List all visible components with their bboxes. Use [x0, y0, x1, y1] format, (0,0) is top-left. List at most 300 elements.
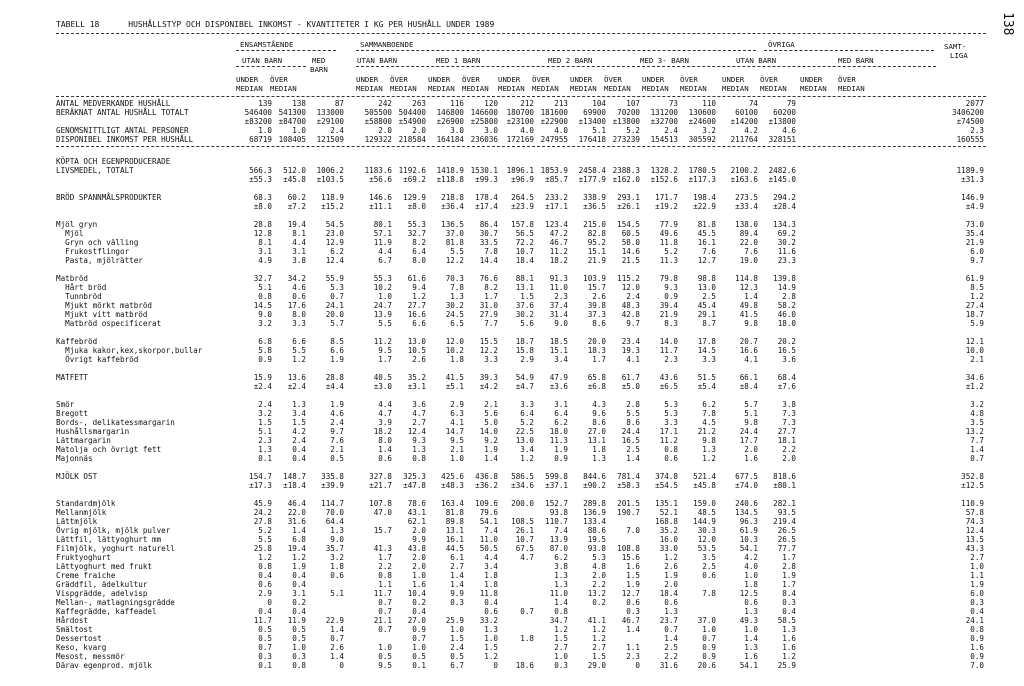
cell-value: 1896.1	[506, 166, 534, 175]
cell-value: 1006.2	[316, 166, 344, 175]
cell-value: 1.2	[554, 625, 568, 634]
cell-value: 30.2	[777, 238, 796, 247]
cell-value: 0.3	[450, 598, 464, 607]
cell-value: 138.0	[735, 220, 758, 229]
cell-value: 16.6	[739, 346, 758, 355]
cell-value: 1.8	[484, 580, 498, 589]
row-label: Gryn och välling	[56, 238, 139, 247]
col-header-top: ÖVER	[532, 75, 550, 84]
cell-value: 2.0	[412, 526, 426, 535]
cell-value: 2.0	[592, 571, 606, 580]
cell-value: 264.5	[511, 193, 534, 202]
cell-value: 136.5	[441, 220, 464, 229]
cell-value: 1.4	[626, 454, 640, 463]
cell-value: 0.5	[412, 652, 426, 661]
cell-value: ±13400	[578, 117, 606, 126]
cell-value: 30.3	[697, 526, 716, 535]
cell-value: ±7.2	[287, 202, 306, 211]
cell-value: 31.4	[549, 310, 568, 319]
cell-value: 8.2	[484, 283, 498, 292]
cell-value: ±3.0	[373, 382, 392, 391]
row-label: Mjöl gryn	[56, 220, 98, 229]
cell-value: 1.0	[554, 652, 568, 661]
cell-value: 4.7	[378, 409, 392, 418]
col-header-bottom: MEDIAN	[642, 84, 669, 93]
cell-value: 56.5	[515, 229, 534, 238]
cell-value: 18.3	[587, 346, 606, 355]
cell-value: 294.2	[773, 193, 796, 202]
col-header-top: ÖVER	[680, 75, 698, 84]
cell-value: ±17.4	[475, 202, 498, 211]
cell-value: 79.6	[479, 508, 498, 517]
cell-value: 31.6	[287, 517, 306, 526]
cell-value: 18.7	[965, 310, 984, 319]
cell-value: 41.5	[739, 310, 758, 319]
cell-value: ±162.0	[612, 175, 640, 184]
cell-value: 14.7	[445, 427, 464, 436]
cell-value: 7.7	[970, 436, 984, 445]
cell-value: 60200	[773, 108, 796, 117]
cell-value: 13.0	[697, 283, 716, 292]
cell-value: 9.7	[330, 427, 344, 436]
cell-value: 436.8	[475, 472, 498, 481]
cell-value: 16.0	[659, 535, 678, 544]
row-label: Övrigt kaffebröd	[56, 355, 139, 364]
cell-value: ±69.2	[403, 175, 426, 184]
col-header-bottom: MEDIAN	[680, 84, 707, 93]
cell-value: 0.7	[378, 625, 392, 634]
cell-value: 171.7	[655, 193, 678, 202]
cell-value: 10.0	[965, 346, 984, 355]
cell-value: 25.8	[253, 544, 272, 553]
cell-value: 2.3	[626, 652, 640, 661]
col-header-top: UNDER	[800, 75, 823, 84]
cell-value: 2.3	[258, 436, 272, 445]
cell-value: ±18.4	[283, 481, 306, 490]
cell-value: 15.8	[515, 346, 534, 355]
cell-value: ±7.6	[777, 382, 796, 391]
cell-value: ±22900	[540, 117, 568, 126]
cell-value: 81.8	[445, 238, 464, 247]
cell-value: 4.7	[520, 553, 534, 562]
cell-value: ±47.8	[403, 481, 426, 490]
rule-sub-1	[236, 66, 306, 67]
cell-value: 138	[292, 99, 306, 108]
cell-value: 54.9	[515, 373, 534, 382]
cell-value: 7.3	[782, 418, 796, 427]
cell-value: 1.9	[664, 571, 678, 580]
cell-value: 4.4	[378, 247, 392, 256]
cell-value: 2.0	[412, 553, 426, 562]
cell-value: 1.2	[292, 355, 306, 364]
cell-value: 0.1	[258, 661, 272, 670]
row-label: Hushållsmargarin	[56, 427, 130, 436]
cell-value: 2.8	[782, 562, 796, 571]
col-header-top: UNDER	[428, 75, 451, 84]
cell-value: 136.9	[583, 508, 606, 517]
cell-value: 5.3	[664, 400, 678, 409]
cell-value: 86.4	[479, 220, 498, 229]
cell-value: 5.9	[970, 319, 984, 328]
cell-value: 2.6	[664, 562, 678, 571]
cell-value: 22.5	[515, 427, 534, 436]
cell-value: 3.1	[292, 247, 306, 256]
group-samtliga-1: SAMT-	[944, 42, 967, 51]
cell-value: 61.7	[621, 373, 640, 382]
cell-value: 2.8	[782, 292, 796, 301]
cell-value: 677.5	[735, 472, 758, 481]
cell-value: 2.7	[554, 643, 568, 652]
cell-value: 1.6	[970, 643, 984, 652]
cell-value: ±36.4	[441, 202, 464, 211]
cell-value: 18.1	[777, 436, 796, 445]
cell-value: 4.0	[744, 562, 758, 571]
cell-value: 10.7	[515, 535, 534, 544]
cell-value: 95.2	[587, 238, 606, 247]
cell-value: 9.7	[970, 256, 984, 265]
col-header-bottom: MEDIAN	[532, 84, 559, 93]
col-header-top: ÖVER	[760, 75, 778, 84]
cell-value: 19.5	[587, 535, 606, 544]
cell-value: ±8.0	[253, 202, 272, 211]
col-header-top: ÖVER	[270, 75, 288, 84]
cell-value: 3.8	[554, 562, 568, 571]
cell-value: 93.8	[587, 544, 606, 553]
col-header-top: ÖVER	[604, 75, 622, 84]
cell-value: ±26900	[436, 117, 464, 126]
cell-value: 12.0	[697, 535, 716, 544]
cell-value: 338.9	[583, 193, 606, 202]
cell-value: 212	[520, 99, 534, 108]
cell-value: 781.4	[617, 472, 640, 481]
cell-value: 2100.2	[730, 166, 758, 175]
row-label: Fruktyoghurt	[56, 553, 111, 562]
rule-top-block	[56, 146, 986, 147]
cell-value: ±29100	[316, 117, 344, 126]
cell-value: 11.2	[373, 337, 392, 346]
cell-value: 1.7	[484, 292, 498, 301]
cell-value: 1.2	[664, 553, 678, 562]
cell-value: 22.0	[287, 508, 306, 517]
row-label: Mellanmjölk	[56, 508, 107, 517]
cell-value: 107.8	[369, 499, 392, 508]
cell-value: 0.5	[292, 634, 306, 643]
cell-value: 24.1	[965, 616, 984, 625]
rule-group-2	[356, 50, 756, 51]
cell-value: 61.6	[407, 274, 426, 283]
cell-value: 107	[626, 99, 640, 108]
cell-value: 6.6	[330, 346, 344, 355]
cell-value: 13.0	[407, 337, 426, 346]
cell-value: 25.9	[777, 661, 796, 670]
cell-value: 1.2	[970, 292, 984, 301]
cell-value: 263	[412, 99, 426, 108]
cell-value: 15.5	[479, 337, 498, 346]
cell-value: ±23.9	[511, 202, 534, 211]
cell-value: 7.4	[484, 526, 498, 535]
cell-value: 1.8	[744, 580, 758, 589]
cell-value: 1.3	[292, 400, 306, 409]
col-header-bottom: MEDIAN	[760, 84, 787, 93]
cell-value: 146.6	[369, 193, 392, 202]
cell-value: ±25800	[470, 117, 498, 126]
cell-value: 1.4	[744, 292, 758, 301]
cell-value: 5.3	[664, 409, 678, 418]
cell-value: 15.6	[621, 553, 640, 562]
cell-value: 104	[592, 99, 606, 108]
cell-value: 2.5	[702, 292, 716, 301]
cell-value: 5.1	[744, 409, 758, 418]
cell-value: 9.9	[450, 589, 464, 598]
cell-value: ±45.8	[283, 175, 306, 184]
cell-value: 37.0	[445, 229, 464, 238]
rule-group-1	[236, 50, 336, 51]
cell-value: 2388.3	[612, 166, 640, 175]
cell-value: 1.4	[664, 634, 678, 643]
cell-value: ±80.1	[773, 481, 796, 490]
cell-value: 21.1	[373, 616, 392, 625]
cell-value: ±83200	[244, 117, 272, 126]
cell-value: 46.0	[777, 310, 796, 319]
cell-value: 4.8	[970, 409, 984, 418]
sub-utan-barn-2: UTAN BARN	[357, 56, 398, 65]
sub-barn-1: BARN	[310, 65, 328, 74]
cell-value: 1.3	[484, 625, 498, 634]
cell-value: 12.0	[621, 283, 640, 292]
cell-value: 2.1	[970, 355, 984, 364]
cell-value: 4.0	[520, 126, 534, 135]
cell-value: 0.1	[412, 661, 426, 670]
cell-value: 3.8	[782, 400, 796, 409]
cell-value: 6.6	[292, 337, 306, 346]
cell-value: 34.6	[965, 373, 984, 382]
cell-value: 1.3	[412, 445, 426, 454]
cell-value: 11.0	[549, 589, 568, 598]
cell-value: 8.1	[258, 238, 272, 247]
sub-med-3-barn: MED 3- BARN	[640, 56, 689, 65]
row-label: Standardmjölk	[56, 499, 116, 508]
cell-value: 40.5	[373, 373, 392, 382]
cell-value: 24.5	[445, 310, 464, 319]
cell-value: 3.3	[484, 355, 498, 364]
cell-value: 6.7	[378, 256, 392, 265]
cell-value: 53.5	[697, 544, 716, 553]
cell-value: 23.7	[659, 616, 678, 625]
page-number: 138	[1000, 12, 1015, 36]
cell-value: 6.5	[450, 319, 464, 328]
cell-value: 7.6	[744, 247, 758, 256]
cell-value: 129.9	[403, 193, 426, 202]
cell-value: 2.7	[412, 418, 426, 427]
cell-value: 48.5	[697, 508, 716, 517]
cell-value: 11.8	[479, 589, 498, 598]
cell-value: 139.8	[773, 274, 796, 283]
col-header-bottom: MEDIAN	[428, 84, 455, 93]
cell-value: 21.9	[587, 256, 606, 265]
cell-value: 87.0	[549, 544, 568, 553]
cell-value: 8.6	[626, 418, 640, 427]
cell-value: 1.9	[554, 445, 568, 454]
cell-value: 335.8	[321, 472, 344, 481]
cell-value: 0.5	[258, 625, 272, 634]
cell-value: 0.3	[554, 661, 568, 670]
cell-value: 81.8	[445, 508, 464, 517]
cell-value: 0.7	[412, 634, 426, 643]
cell-value: 16.5	[621, 436, 640, 445]
cell-value: 18.2	[549, 256, 568, 265]
cell-value: 11.0	[549, 283, 568, 292]
cell-value: 1.4	[330, 652, 344, 661]
cell-value: 1.8	[330, 562, 344, 571]
cell-value: 521.4	[693, 472, 716, 481]
cell-value: 1.3	[554, 571, 568, 580]
cell-value: 5.1	[258, 283, 272, 292]
cell-value: ±26.1	[617, 202, 640, 211]
row-label: KÖPTA OCH EGENPRODUCERADE	[56, 157, 171, 166]
cell-value: 24.4	[621, 427, 640, 436]
cell-value: 1.0	[484, 634, 498, 643]
cell-value: 218584	[398, 135, 426, 144]
cell-value: ±56.6	[369, 175, 392, 184]
cell-value: 20.0	[325, 310, 344, 319]
cell-value: ±5.1	[445, 382, 464, 391]
cell-value: 68.3	[253, 193, 272, 202]
row-label: Lättfil, lättyoghurt mm	[56, 535, 162, 544]
cell-value: 16.5	[777, 346, 796, 355]
cell-value: ±90.2	[583, 481, 606, 490]
col-header-bottom: MEDIAN	[604, 84, 631, 93]
cell-value: 2.9	[450, 400, 464, 409]
cell-value: 48.3	[621, 301, 640, 310]
cell-value: 0.4	[484, 598, 498, 607]
cell-value: 327.8	[369, 472, 392, 481]
cell-value: 46.4	[287, 499, 306, 508]
cell-value: 7.8	[484, 247, 498, 256]
cell-value: 2.5	[626, 445, 640, 454]
row-label: Hårdost	[56, 616, 89, 625]
cell-value: 9.0	[330, 535, 344, 544]
cell-value: 12.1	[965, 337, 984, 346]
cell-value: 103.9	[583, 274, 606, 283]
cell-value: 5.0	[484, 418, 498, 427]
cell-value: 1.4	[330, 625, 344, 634]
cell-value: 3.3	[292, 319, 306, 328]
cell-value: 1.2	[592, 625, 606, 634]
cell-value: 58.2	[777, 301, 796, 310]
cell-value: 6.4	[520, 409, 534, 418]
cell-value: 1.2	[292, 553, 306, 562]
cell-value: 18.7	[515, 337, 534, 346]
cell-value: 1183.6	[364, 166, 392, 175]
cell-value: 3.0	[450, 126, 464, 135]
cell-value: 4.1	[450, 418, 464, 427]
cell-value: 110	[702, 99, 716, 108]
cell-value: 9.3	[412, 436, 426, 445]
cell-value: ±4.7	[515, 382, 534, 391]
row-label: Mjöl	[56, 229, 84, 238]
cell-value: 19.3	[621, 346, 640, 355]
cell-value: 6.4	[412, 247, 426, 256]
row-label: Mjukt vitt matbröd	[56, 310, 148, 319]
cell-value: 1.2	[412, 292, 426, 301]
cell-value: 160555	[956, 135, 984, 144]
cell-value: 8.5	[970, 283, 984, 292]
cell-value: 0	[493, 661, 498, 670]
row-label: Matbröd	[56, 274, 89, 283]
cell-value: 2.4	[258, 400, 272, 409]
cell-value: 45.5	[697, 229, 716, 238]
cell-value: 58.5	[777, 616, 796, 625]
cell-value: 32.7	[407, 229, 426, 238]
cell-value: 5.5	[292, 346, 306, 355]
cell-value: ±85.7	[545, 175, 568, 184]
cell-value: 77.7	[777, 544, 796, 553]
cell-value: ±8.4	[739, 382, 758, 391]
cell-value: 120	[484, 99, 498, 108]
cell-value: 8.0	[378, 436, 392, 445]
group-ovriga: ÖVRIGA	[768, 40, 795, 49]
cell-value: 0.9	[702, 643, 716, 652]
cell-value: 123.4	[545, 220, 568, 229]
cell-value: 14.5	[253, 301, 272, 310]
cell-value: 0.6	[292, 292, 306, 301]
cell-value: 35.2	[659, 526, 678, 535]
cell-value: 1.5	[484, 643, 498, 652]
cell-value: ±2.4	[287, 382, 306, 391]
cell-value: ±54.5	[655, 481, 678, 490]
cell-value: 114.7	[321, 499, 344, 508]
cell-value: 12.2	[479, 346, 498, 355]
cell-value: 6.8	[258, 337, 272, 346]
cell-value: 21.9	[659, 310, 678, 319]
cell-value: 23.0	[325, 229, 344, 238]
cell-value: 2.7	[592, 643, 606, 652]
cell-value: ±8.0	[407, 202, 426, 211]
cell-value: 55.3	[407, 220, 426, 229]
cell-value: 1.3	[744, 643, 758, 652]
cell-value: 1418.9	[436, 166, 464, 175]
cell-value: 12.5	[739, 589, 758, 598]
cell-value: 15.7	[587, 283, 606, 292]
cell-value: 110.7	[545, 517, 568, 526]
cell-value: 108.5	[511, 517, 534, 526]
cell-value: 57.8	[965, 508, 984, 517]
cell-value: 10.7	[515, 247, 534, 256]
cell-value: 16.1	[697, 238, 716, 247]
cell-value: 5.2	[664, 247, 678, 256]
cell-value: 9.5	[450, 436, 464, 445]
cell-value: 1.2	[520, 454, 534, 463]
cell-value: 0.9	[702, 652, 716, 661]
cell-value: 1.8	[484, 571, 498, 580]
cell-value: ±48.3	[441, 481, 464, 490]
col-header-top: UNDER	[722, 75, 745, 84]
cell-value: 11.3	[549, 436, 568, 445]
cell-value: 70.0	[325, 508, 344, 517]
cell-value: 47.0	[373, 508, 392, 517]
cell-value: 5.1	[592, 126, 606, 135]
cell-value: 1.8	[592, 445, 606, 454]
cell-value: 28.8	[325, 373, 344, 382]
row-label: BERÄKNAT ANTAL HUSHÅLL TOTALT	[56, 108, 189, 117]
cell-value: 5.2	[520, 418, 534, 427]
cell-value: 11.9	[373, 238, 392, 247]
row-label: Lättmjölk	[56, 517, 98, 526]
cell-value: 18.4	[515, 256, 534, 265]
sub-med-2-barn: MED 2 BARN	[548, 56, 593, 65]
cell-value: 5.5	[450, 247, 464, 256]
cell-value: 33.0	[659, 544, 678, 553]
